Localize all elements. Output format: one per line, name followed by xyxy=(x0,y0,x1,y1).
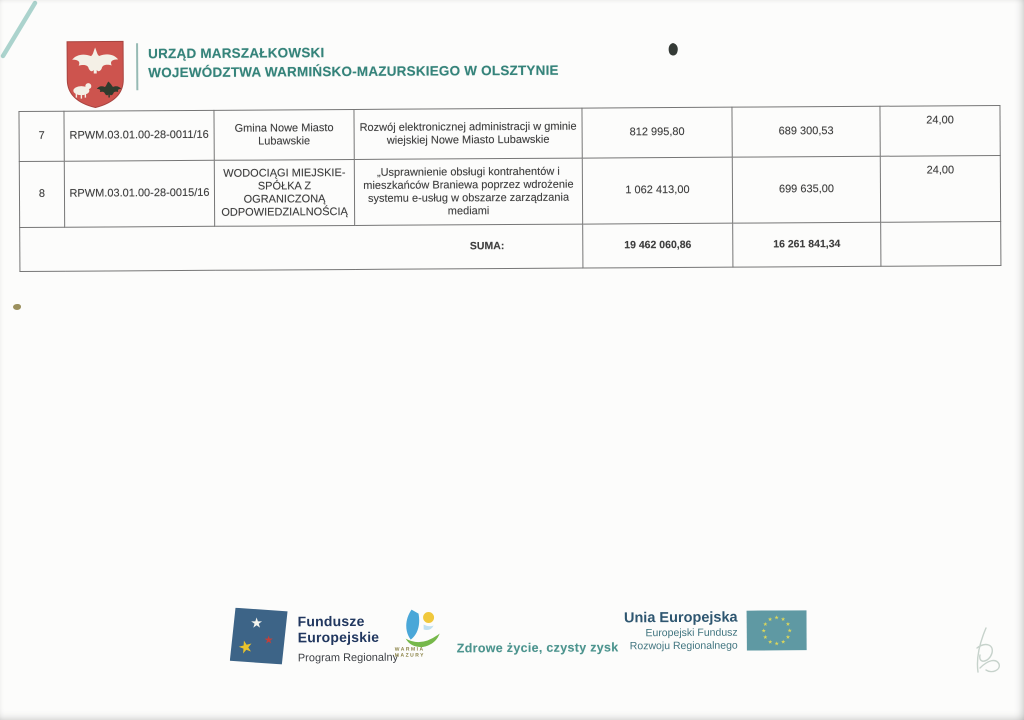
table-row xyxy=(19,156,1000,228)
dot-artifact xyxy=(13,304,21,310)
warmia-mazury-sailboat-icon xyxy=(398,607,446,649)
beneficiary-cell: Gmina Nowe Miasto Lubawskie xyxy=(214,109,354,160)
svg-text:★: ★ xyxy=(780,617,786,624)
svg-text:★: ★ xyxy=(235,636,256,659)
voivodeship-coat-of-arms xyxy=(64,39,126,109)
ink-speck-artifact xyxy=(664,40,684,62)
header-divider xyxy=(136,43,138,90)
score-cell: 24,00 xyxy=(880,156,1000,223)
wm-brand-line2: MAZURY xyxy=(394,652,426,659)
header-org-name xyxy=(148,42,559,83)
fe-title-line2: Europejskie xyxy=(297,628,380,646)
projects-ranking-table xyxy=(18,105,1001,272)
eu-flag-icon xyxy=(747,610,807,650)
eu-funding-cell: 689 300,53 xyxy=(732,106,880,157)
svg-text:★: ★ xyxy=(250,614,263,631)
fundusze-europejskie-wordmark xyxy=(298,613,399,665)
svg-text:★: ★ xyxy=(780,639,786,646)
fe-subtitle: Program Regionalny xyxy=(297,651,399,665)
eu-title: Unia Europejska xyxy=(623,609,738,627)
svg-text:★: ★ xyxy=(767,639,773,646)
eu-subtitle-line1: Europejski Fundusz xyxy=(645,626,738,640)
svg-text:★: ★ xyxy=(774,615,780,622)
svg-text:★: ★ xyxy=(787,628,793,635)
fe-title-line1: Fundusze xyxy=(297,612,365,630)
total-value-cell: 812 995,80 xyxy=(582,107,732,158)
org-name-line2: WOJEWÓDZTWA WARMIŃSKO-MAZURSKIEGO W OLSZTYNIE xyxy=(148,62,559,81)
svg-text:★: ★ xyxy=(263,634,274,647)
sum-total-value-cell: 19 462 060,86 xyxy=(583,223,733,268)
wm-brand-line1: WARMIA xyxy=(394,646,425,653)
application-number-cell: RPWM.03.01.00-28-0015/16 xyxy=(64,160,214,227)
row-number-cell: 8 xyxy=(19,161,64,227)
sum-eu-funding-cell: 16 261 841,34 xyxy=(733,222,881,267)
sum-empty-cell xyxy=(881,222,1001,267)
warmia-mazury-slogan: Zdrowe życie, czysty zysk xyxy=(456,640,619,656)
warmia-mazury-wordmark xyxy=(395,647,425,659)
project-title-cell: Rozwój elektronicznej administracji w gminie wiejskiej Nowe Miasto Lubawskie xyxy=(354,108,582,159)
eu-subtitle-line2: Rozwoju Regionalnego xyxy=(629,639,738,653)
summary-row xyxy=(20,222,1001,272)
row-number-cell: 7 xyxy=(19,111,64,161)
fundusze-europejskie-flag-icon xyxy=(230,607,288,664)
svg-text:★: ★ xyxy=(785,634,791,641)
project-title-cell: „Usprawnienie obsługi kontrahentów i mieszkańców Braniewa poprzez wdrożenie systemu e-usług w obszarze zarządzania mediami xyxy=(354,158,582,225)
svg-text:★: ★ xyxy=(762,621,768,628)
svg-text:★: ★ xyxy=(774,641,780,648)
org-name-line1: URZĄD MARSZAŁKOWSKI xyxy=(148,45,325,62)
pencil-initials-artifact xyxy=(962,622,1008,690)
sum-label-cell: SUMA: xyxy=(20,224,583,271)
score-cell: 24,00 xyxy=(880,106,1000,157)
beneficiary-cell: WODOCIĄGI MIEJSKIE- SPÓŁKA Z OGRANICZONĄ ODPOWIEDZIALNOŚCIĄ xyxy=(214,159,354,226)
svg-text:★: ★ xyxy=(761,628,767,635)
unia-europejska-wordmark xyxy=(600,610,738,654)
eu-funding-cell: 699 635,00 xyxy=(732,156,880,223)
svg-text:★: ★ xyxy=(767,617,773,624)
scan-corner-line-artifact xyxy=(0,0,60,70)
total-value-cell: 1 062 413,00 xyxy=(582,157,732,224)
application-number-cell: RPWM.03.01.00-28-0011/16 xyxy=(64,110,214,161)
table-row xyxy=(19,106,1000,162)
svg-text:★: ★ xyxy=(762,634,768,641)
svg-text:★: ★ xyxy=(785,621,791,628)
